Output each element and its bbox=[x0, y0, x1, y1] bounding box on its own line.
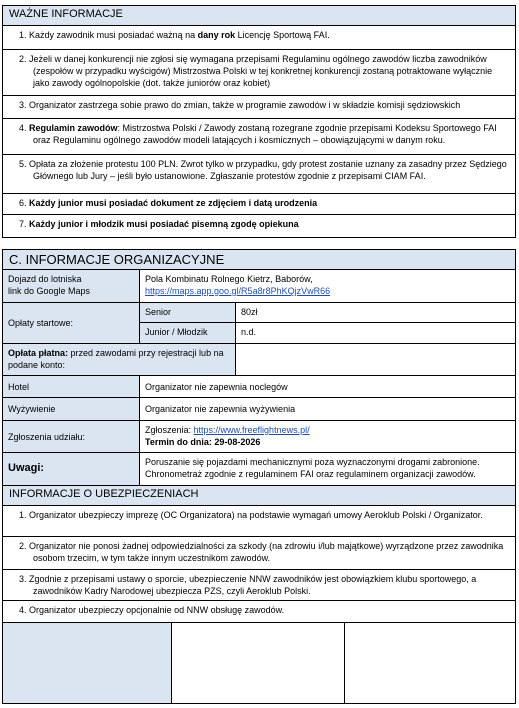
fees-label bbox=[2, 302, 140, 344]
junior-fee-value: n.d. bbox=[241, 327, 257, 337]
important-item-2 bbox=[2, 49, 516, 96]
item-number: 1. bbox=[19, 510, 27, 520]
item-number: 6. bbox=[19, 198, 27, 208]
item-number: 5. bbox=[19, 159, 27, 169]
notes-value-text: Poruszanie się pojazdami mechanicznymi poza wyznaczonymi drogami zabronione. Chronometraż zgodnie z regulaminem FAI oraz regulaminem organizacji zawodów. bbox=[145, 457, 480, 479]
important-header bbox=[2, 5, 516, 26]
org-header bbox=[2, 249, 516, 270]
food-value bbox=[139, 397, 516, 421]
item-number: 4. bbox=[19, 123, 27, 133]
item-bold: Regulamin zawodów bbox=[29, 123, 118, 133]
fees-label-text: Opłaty startowe: bbox=[8, 318, 74, 328]
apply-label bbox=[2, 420, 140, 453]
hotel-label-text: Hotel bbox=[8, 382, 30, 392]
insurance-item-2 bbox=[2, 536, 516, 570]
airport-label bbox=[2, 269, 140, 303]
senior-fee-value: 80zł bbox=[241, 307, 258, 317]
item-text: Licencję Sportową FAI. bbox=[235, 30, 330, 40]
junior-fee bbox=[235, 322, 516, 344]
empty-cell-left bbox=[2, 622, 172, 704]
payment-value bbox=[235, 343, 516, 376]
senior-label-text: Senior bbox=[145, 307, 172, 317]
insurance-item-3 bbox=[2, 569, 516, 601]
important-item-7 bbox=[2, 214, 516, 238]
hotel-label bbox=[2, 375, 140, 398]
item-number: 2. bbox=[19, 54, 27, 64]
item-number: 7. bbox=[19, 219, 27, 229]
airport-label-line-2: link do Google Maps bbox=[8, 286, 91, 296]
item-bold: Każdy junior musi posiadać dokument ze zdjęciem i datą urodzenia bbox=[29, 198, 318, 208]
insurance-header-text: INFORMACJE O UBEZPIECZENIACH bbox=[9, 488, 199, 500]
item-number: 3. bbox=[19, 100, 27, 110]
important-header-text: WAŻNE INFORMACJE bbox=[9, 8, 123, 20]
food-label bbox=[2, 397, 140, 421]
org-header-text: C. INFORMACJE ORGANIZACYJNE bbox=[9, 252, 225, 267]
payment-label bbox=[2, 343, 236, 376]
hotel-value bbox=[139, 375, 516, 398]
empty-cell-middle bbox=[171, 622, 345, 704]
junior-label-text: Junior / Młodzik bbox=[145, 327, 208, 337]
item-bold: dany rok bbox=[197, 30, 236, 40]
item-number: 3. bbox=[19, 574, 27, 584]
airport-value bbox=[139, 269, 516, 303]
senior-label bbox=[139, 302, 236, 323]
notes-value bbox=[139, 452, 516, 486]
item-text: Organizator ubezpieczy opcjonalnie od NNW obsługę zawodów. bbox=[29, 605, 285, 615]
google-maps-link[interactable]: https://maps.app.goo.gl/R5a8r8PhKQjzVwR66 bbox=[145, 286, 331, 296]
hotel-value-text: Organizator nie zapewnia noclegów bbox=[145, 382, 288, 392]
important-item-5 bbox=[2, 154, 516, 194]
airport-label-line-1: Dojazd do lotniska bbox=[8, 274, 82, 284]
item-text: Organizator ubezpieczy imprezę (OC Organizatora) na podstawie wymagań umowy Aeroklub Polski / Organizator. bbox=[29, 510, 483, 520]
item-text: Zgodnie z przepisami ustawy o sporcie, ubezpieczenie NNW zawodników jest obowiązkiem klubu sportowego, a zawodników Kadry Narodowej ubezpiecza PZS, czyli Aeroklub Polski. bbox=[29, 574, 477, 596]
apply-label-text: Zgłoszenia udziału: bbox=[8, 432, 86, 442]
payment-label-bold: Opłata płatna: bbox=[8, 348, 69, 358]
notes-label-text: Uwagi: bbox=[8, 462, 45, 474]
item-number: 4. bbox=[19, 605, 27, 615]
apply-prefix: Zgłoszenia: bbox=[145, 425, 194, 435]
item-text: Opłata za złożenie protestu 100 PLN. Zwrot tylko w przypadku, gdy protest zostanie uznany za zasadny przez Sędziego Głównego lub Jury – jeśli było ustanowione. Zgłaszanie protestów zgodnie z przepisami CIAM FAI. bbox=[29, 159, 507, 181]
insurance-item-1 bbox=[2, 505, 516, 537]
insurance-header bbox=[2, 485, 516, 506]
deadline: Termin do dnia: 29-08-2026 bbox=[145, 437, 261, 447]
item-text: Organizator nie ponosi żadnej odpowiedzialności za szkody (na zdrowiu i/lub majątkowe) wyrządzone przez zawodnika osobom trzecim, w tym także innym uczestnikom zawodów. bbox=[29, 541, 504, 563]
important-item-3 bbox=[2, 95, 516, 119]
important-item-6 bbox=[2, 193, 516, 215]
item-text: Organizator zastrzega sobie prawo do zmian, także w programie zawodów i w składzie komisji sędziowskich bbox=[29, 100, 461, 110]
item-number: 2. bbox=[19, 541, 27, 551]
payment-label-text: przed zawodami przy rejestracji lub na podane konto: bbox=[8, 348, 224, 370]
senior-fee bbox=[235, 302, 516, 323]
item-bold: Każdy junior i młodzik musi posiadać pisemną zgodę opiekuna bbox=[29, 219, 299, 229]
airport-address: Pola Kombinatu Rolnego Kietrz, Baborów, bbox=[145, 274, 313, 284]
apply-value bbox=[139, 420, 516, 453]
item-text: : Mistrzostwa Polski / Zawody zostaną rozegrane zgodnie przepisami Kodeksu Sportowego FAI oraz Regulaminu ogólnego zawodów modeli latających i kosmicznych – obowiązującymi w danym roku. bbox=[33, 123, 497, 145]
junior-label bbox=[139, 322, 236, 344]
item-number: 1. bbox=[19, 30, 27, 40]
freeflightnews-link[interactable]: https://www.freeflightnews.pl/ bbox=[193, 425, 310, 435]
notes-label bbox=[2, 452, 140, 486]
important-item-1 bbox=[2, 25, 516, 50]
food-value-text: Organizator nie zapewnia wyżywienia bbox=[145, 404, 296, 414]
item-text: Każdy zawodnik musi posiadać ważną na bbox=[29, 30, 198, 40]
empty-cell-right bbox=[344, 622, 516, 704]
insurance-item-4 bbox=[2, 600, 516, 623]
food-label-text: Wyżywienie bbox=[8, 404, 56, 414]
important-item-4 bbox=[2, 118, 516, 155]
item-text: Jeżeli w danej konkurencji nie zgłosi się wymagana przepisami Regulaminu ogólnego zawodów liczba zawodników (zespołów w przypadku wyścigów) Mistrzostwa Polski w tej konkretnej konkurencji zostaną potraktowane wyłącznie jako zawody ogólnopolskie (dot. także juniorów oraz kobiet) bbox=[29, 54, 493, 88]
